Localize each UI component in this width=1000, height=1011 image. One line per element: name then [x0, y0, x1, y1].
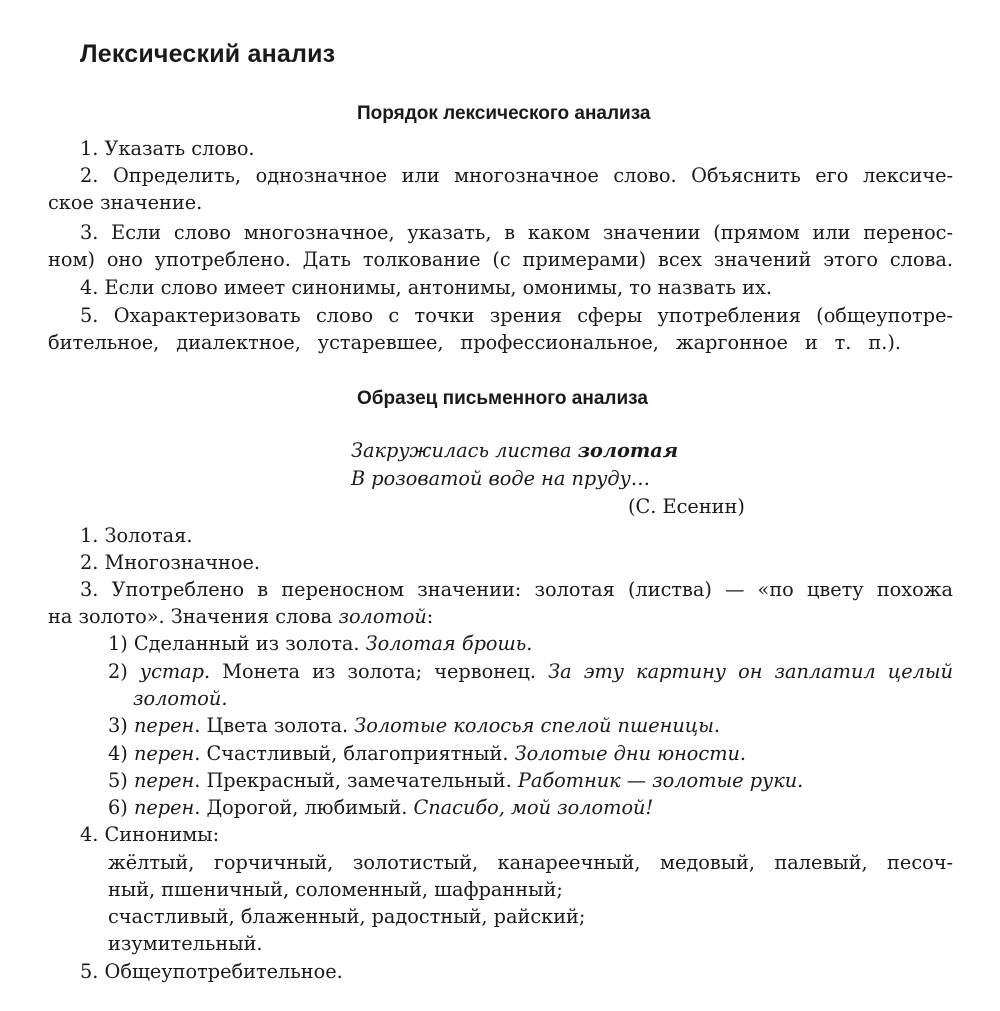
sample-heading: Образец письменного анализа [357, 388, 648, 409]
synonyms-line-4: изумительный. [108, 932, 263, 955]
meaning-6: 6) перен. Дорогой, любимый. Спасибо, мой золотой! [108, 796, 654, 819]
answer-1: 1. Золотая. [80, 524, 193, 547]
procedure-item-2-line-2: ское значение. [48, 191, 203, 214]
answer-3-line-1: 3. Употреблено в переносном значении: золотая (листва) — «по цвету похожа [80, 578, 953, 601]
procedure-item-5-line-1: 5. Охарактеризовать слово с точки зрения сферы употребления (общеупотре- [80, 304, 953, 327]
procedure-heading: Порядок лексического анализа [357, 103, 651, 124]
answer-4-heading: 4. Синонимы: [80, 823, 220, 846]
answer-3-line-2: на золото». Значения слова золотой: [48, 605, 434, 628]
synonyms-line-2: ный, пшеничный, соломенный, шафранный; [108, 878, 563, 901]
page-title: Лексический анализ [80, 40, 336, 68]
synonyms-line-1: жёлтый, горчичный, золотистый, канареечный, медовый, палевый, песоч- [108, 851, 953, 874]
answer-2: 2. Многозначное. [80, 551, 261, 574]
procedure-item-5-line-2: бительное, диалектное, устаревшее, профессиональное, жаргонное и т. п.). [48, 331, 901, 354]
procedure-item-3-line-1: 3. Если слово многозначное, указать, в каком значении (прямом или перенос- [80, 221, 953, 244]
procedure-item-4: 4. Если слово имеет синонимы, антонимы, омонимы, то назвать их. [80, 276, 772, 299]
meaning-5: 5) перен. Прекрасный, замечательный. Работник — золотые руки. [108, 769, 804, 792]
meaning-4: 4) перен. Счастливый, благоприятный. Золотые дни юности. [108, 742, 747, 765]
procedure-item-3-line-2: ном) оно употреблено. Дать толкование (с примерами) всех значений этого слова. [48, 248, 953, 271]
quote-line-1: Закружилась листва золотая [351, 439, 679, 462]
meaning-3: 3) перен. Цвета золота. Золотые колосья спелой пшеницы. [108, 714, 721, 737]
procedure-item-1: 1. Указать слово. [80, 137, 255, 160]
quote-author: (С. Есенин) [628, 495, 745, 518]
answer-5: 5. Общеупотребительное. [80, 960, 343, 983]
meaning-2-line-2: золотой. [133, 687, 228, 710]
procedure-item-2-line-1: 2. Определить, однозначное или многозначное слово. Объяснить его лексиче- [80, 164, 953, 187]
meaning-2-line-1: 2) устар. Монета из золота; червонец. За эту картину он заплатил целый [108, 660, 954, 683]
synonyms-line-3: счастливый, блаженный, радостный, райский; [108, 905, 586, 928]
quote-line-2: В розоватой воде на пруду… [351, 467, 651, 490]
meaning-1: 1) Сделанный из золота. Золотая брошь. [108, 632, 533, 655]
